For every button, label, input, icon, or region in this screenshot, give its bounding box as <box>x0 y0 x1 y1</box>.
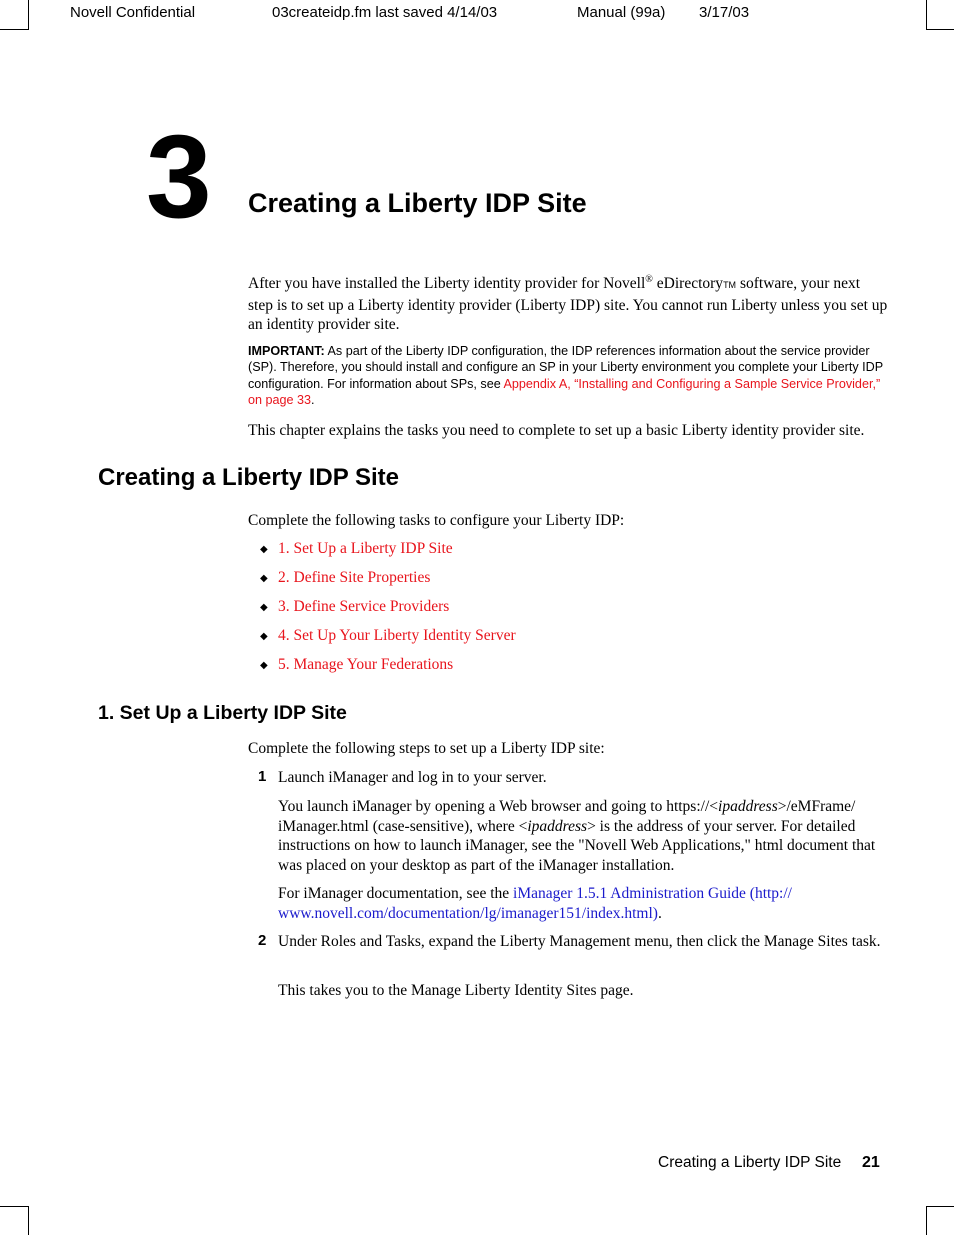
page-number: 21 <box>862 1154 880 1171</box>
subsection-lead: Complete the following steps to set up a Liberty IDP site: <box>248 740 605 757</box>
appendix-link[interactable]: Appendix A, “Installing and Configuring a Sample Service Provider,” on page 33 <box>248 376 881 407</box>
step-2-detail: This takes you to the Manage Liberty Identity Sites page. <box>278 982 634 999</box>
chapter-title: Creating a Liberty IDP Site <box>248 188 587 218</box>
crop-mark <box>28 1206 29 1235</box>
crop-mark <box>926 1206 954 1207</box>
task-link-4[interactable]: 4. Set Up Your Liberty Identity Server <box>278 627 516 644</box>
important-note: IMPORTANT: As part of the Liberty IDP configuration, the IDP references information about the service provider (SP). Therefore, you should install and configure an SP in your Liberty environment you complete your Liberty IDP configuration. For information about SPs, see Appendix A, “Installing and Configuring a Sample Service Provider,” on page 33. <box>248 344 883 407</box>
header-manual: Manual (99a) <box>577 4 666 21</box>
header-file: 03createidp.fm last saved 4/14/03 <box>272 4 498 21</box>
crop-mark <box>926 29 954 30</box>
bullet-icon: ◆ <box>260 544 268 555</box>
task-link-3[interactable]: 3. Define Service Providers <box>278 598 450 615</box>
section-heading: Creating a Liberty IDP Site <box>98 464 399 491</box>
crop-mark <box>0 29 28 30</box>
chapter-summary: This chapter explains the tasks you need to complete to set up a basic Liberty identity provider site. <box>248 422 865 439</box>
task-link-2[interactable]: 2. Define Site Properties <box>278 569 431 586</box>
step-number-2: 2 <box>258 932 267 949</box>
header-date: 3/17/03 <box>699 4 750 21</box>
crop-mark <box>926 1206 927 1235</box>
trademark-mark: TM <box>723 280 737 290</box>
bullet-icon: ◆ <box>260 602 268 613</box>
task-link-5[interactable]: 5. Manage Your Federations <box>278 656 454 673</box>
imanager-guide-link[interactable]: iManager 1.5.1 Administration Guide (http:// www.novell.com/documentation/lg/imanager151/index.html) <box>278 885 792 922</box>
crop-mark <box>0 1206 28 1207</box>
step-1-text: Launch iManager and log in to your server. <box>278 769 547 786</box>
chapter-number: 3 <box>146 111 210 243</box>
footer-title: Creating a Liberty IDP Site <box>658 1154 842 1171</box>
crop-mark <box>28 0 29 30</box>
header-confidential: Novell Confidential <box>70 4 196 21</box>
bullet-icon: ◆ <box>260 660 268 671</box>
section-lead: Complete the following tasks to configure your Liberty IDP: <box>248 512 625 529</box>
step-number-1: 1 <box>258 768 267 785</box>
step-2-text: Under Roles and Tasks, expand the Liberty Management menu, then click the Manage Sites task. <box>278 933 881 950</box>
bullet-icon: ◆ <box>260 573 268 584</box>
intro-paragraph: After you have installed the Liberty identity provider for Novell® eDirectoryTM software, your next step is to set up a Liberty identity provider (Liberty IDP) site. You cannot run Liberty unless you set up an identity provider site. <box>248 273 888 333</box>
registered-mark: ® <box>645 273 653 285</box>
bullet-icon: ◆ <box>260 631 268 642</box>
step-1-docs: For iManager documentation, see the iManager 1.5.1 Administration Guide (http:// www.novell.com/documentation/lg/imanager151/index.html). <box>278 885 792 922</box>
subsection-heading: 1. Set Up a Liberty IDP Site <box>98 702 347 724</box>
task-link-1[interactable]: 1. Set Up a Liberty IDP Site <box>278 540 453 557</box>
important-label: IMPORTANT: <box>248 344 325 358</box>
crop-mark <box>926 0 927 30</box>
step-1-detail: You launch iManager by opening a Web browser and going to https://<ipaddress>/eMFrame/ iManager.html (case-sensitive), where <ipaddress> is the address of your server. For detailed instructions on how to launch iManager, see the "Novell Web Applications," html document that was placed on your desktop as part of the iManager installation. <box>278 798 876 874</box>
